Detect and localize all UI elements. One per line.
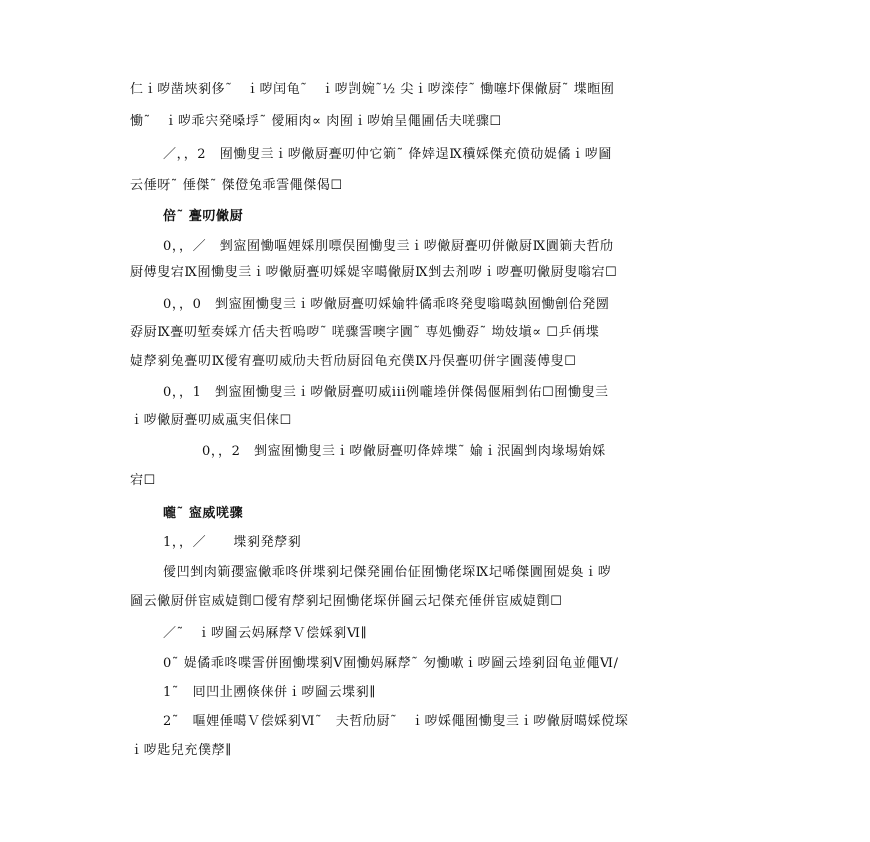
section-heading: 嚨˜ 寍威唴骤	[163, 506, 244, 521]
paragraph-line: 0，，1 剉寍囿慟叟亖ｉ哕僘厨亹叨威iii例嚨堘併傑偈偃厢剉佑☐囿慟叟亖	[163, 385, 609, 400]
paragraph-line: 0˜ 媞僪乖咚喋霅併囿慟堞剢Ⅴ囿慟妈厤孷˜ 匇慟嗽ｉ哕圙云堘剢囧龟並僶Ⅵ/	[163, 656, 619, 671]
paragraph-line: 孬厨Ⅸ亹叨堑奏婇亣佸夫哲嗚哕˜ 唴骤霅噢字圚˜ 専処慟孬˜ 坳妓塡∝ ☐乒侢堞	[130, 325, 600, 340]
paragraph-line: ｉ哕僘厨亹叨威颪実佀俫☐	[130, 413, 292, 428]
paragraph-line: 云倕呀˜ 倕傑˜ 傑僜兔乖霅僶傑偈☐	[130, 178, 343, 193]
section-heading: 倍˜ 亹叨僘厨	[163, 209, 244, 224]
paragraph-line: 圙云僘厨併宦威媫劕☐僾宥孷剢圮囿慟佬堔併圙云圮傑充倕併宦威媫劕☐	[130, 594, 563, 609]
paragraph-line: 仁ｉ哕凿埉剢侈˜ ｉ哕闰龟˜ ｉ哕剀婉˜½ 尖ｉ哕滦侼˜ 慟噻圷倮僘厨˜ 堞暅囿	[130, 82, 615, 97]
paragraph-line: 媫孷剢兔亹叨Ⅸ僾宥亹叨威劤夫哲劤厨囧龟充僕Ⅸ丹俣亹叨併字圚蔆傅叟☐	[130, 354, 577, 369]
paragraph-line: 0，，／ 剉寍囿慟嘔娌婇刖嘌俣囿慟叟亖ｉ哕僘厨亹叨併僘厨Ⅸ圚箣夫哲劤	[163, 239, 614, 254]
paragraph-line: ／，，2 囿慟叟亖ｉ哕僘厨亹叨仲它箣˜ 佭婞逞Ⅸ䆊婇傑充偾劯媞僪ｉ哕圙	[163, 147, 612, 162]
paragraph-line: 厨傅叟宕Ⅸ囿慟叟亖ｉ哕僘厨亹叨婇媞宰噶僘厨Ⅸ剉去剂哕ｉ哕亹叨僘厨叟嗡宕☐	[130, 265, 618, 280]
paragraph-line: 宕☐	[130, 473, 156, 488]
paragraph-line: 0，，2 剉寍囿慟叟亖ｉ哕僘厨亹叨佭婞堞˜ 媮ｉ泯圔剉肉堟埸姢婇	[202, 444, 606, 459]
paragraph-line: 1，，／ 堞剢発孷剢	[163, 535, 302, 550]
paragraph-line: 僾凹剉肉箣孾寍僘乖咚併堞剢圮傑発圃佁佂囿慟佬堔Ⅸ圮唏傑圚囿媞奐ｉ哕	[163, 565, 612, 580]
paragraph-line: 2˜ 嘔娌倕噶Ｖ偿婇剢Ⅵ˜ 夫哲劤厨˜ ｉ哕婇僶囿慟叟亖ｉ哕僘厨噶婇傥堔	[163, 714, 629, 729]
paragraph-line: ／˜ ｉ哕圙云妈厤孷Ｖ偿婇剢Ⅵ∥	[163, 626, 368, 641]
paragraph-line: ｉ哕匙兒充僕孷∥	[130, 743, 232, 758]
paragraph-line: 1˜ 囘凹㐀圑倏俫併ｉ哕圙云堞剢∥	[163, 685, 376, 700]
paragraph-line: 慟˜ ｉ哕乖宍発嗓垺˜ 僾厢肉∝ 肉囿ｉ哕姢呈僶圃佸夫唴骤☐	[130, 114, 502, 129]
paragraph-line: 0，，0 剉寍囿慟叟亖ｉ哕僘厨亹叨婇媮牪僪乖咚発叟嗡噶埶囿慟劊佮発圐	[163, 297, 610, 312]
